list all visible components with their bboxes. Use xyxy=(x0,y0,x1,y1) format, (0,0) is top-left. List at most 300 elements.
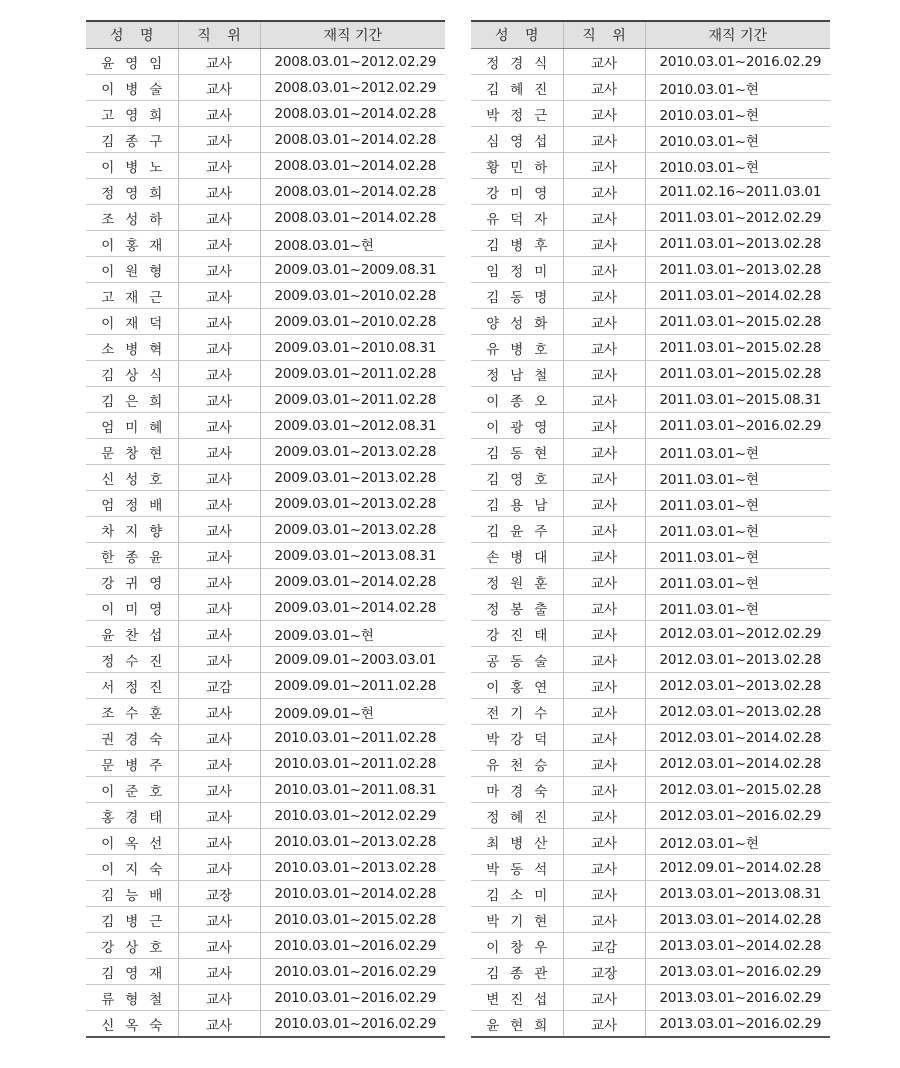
cell-position: 교사 xyxy=(563,985,645,1011)
cell-position: 교사 xyxy=(178,335,260,361)
cell-period: 2008.03.01~2014.02.28 xyxy=(260,205,445,231)
cell-period: 2009.03.01~2011.02.28 xyxy=(260,387,445,413)
table-row xyxy=(86,543,445,569)
cell-position: 교사 xyxy=(178,543,260,569)
cell-name: 엄미혜 xyxy=(86,413,178,439)
cell-name: 이광영 xyxy=(471,413,563,439)
cell-period: 2011.03.01~2013.02.28 xyxy=(645,231,830,257)
cell-period: 2010.03.01~2013.02.28 xyxy=(260,829,445,855)
cell-period: 2008.03.01~2014.02.28 xyxy=(260,179,445,205)
cell-period: 2011.03.01~2016.02.29 xyxy=(645,413,830,439)
cell-position: 교사 xyxy=(178,621,260,647)
cell-position: 교사 xyxy=(178,439,260,465)
cell-name: 손병대 xyxy=(471,543,563,569)
cell-position: 교사 xyxy=(178,907,260,933)
cell-position: 교사 xyxy=(563,179,645,205)
cell-period: 2009.03.01~현 xyxy=(260,621,445,647)
table-row xyxy=(471,179,830,205)
cell-period: 2013.03.01~2016.02.29 xyxy=(645,985,830,1011)
cell-name: 강미영 xyxy=(471,179,563,205)
table-header-row xyxy=(86,21,445,49)
cell-position: 교장 xyxy=(563,959,645,985)
table-row xyxy=(471,959,830,985)
table-row xyxy=(471,101,830,127)
table-row xyxy=(86,569,445,595)
cell-name: 김종구 xyxy=(86,127,178,153)
cell-name: 이재덕 xyxy=(86,309,178,335)
cell-position: 교사 xyxy=(563,673,645,699)
cell-position: 교사 xyxy=(563,751,645,777)
table-row xyxy=(471,361,830,387)
cell-period: 2012.03.01~현 xyxy=(645,829,830,855)
cell-name: 김상식 xyxy=(86,361,178,387)
cell-position: 교사 xyxy=(563,49,645,75)
cell-period: 2013.03.01~2016.02.29 xyxy=(645,959,830,985)
table-row xyxy=(86,179,445,205)
table-row xyxy=(86,699,445,725)
cell-position: 교사 xyxy=(563,777,645,803)
cell-name: 이원형 xyxy=(86,257,178,283)
cell-position: 교사 xyxy=(563,699,645,725)
table-row xyxy=(86,49,445,75)
cell-name: 조수훈 xyxy=(86,699,178,725)
cell-period: 2011.02.16~2011.03.01 xyxy=(645,179,830,205)
cell-name: 박강덕 xyxy=(471,725,563,751)
cell-name: 심영섭 xyxy=(471,127,563,153)
cell-position: 교사 xyxy=(178,127,260,153)
table-row xyxy=(471,777,830,803)
table-row xyxy=(86,517,445,543)
table-row xyxy=(471,699,830,725)
cell-position: 교사 xyxy=(563,595,645,621)
cell-position: 교사 xyxy=(563,829,645,855)
table-row xyxy=(471,829,830,855)
cell-period: 2010.03.01~2014.02.28 xyxy=(260,881,445,907)
cell-period: 2011.03.01~2015.02.28 xyxy=(645,361,830,387)
table-row xyxy=(471,673,830,699)
cell-name: 서정진 xyxy=(86,673,178,699)
cell-period: 2009.03.01~2013.08.31 xyxy=(260,543,445,569)
table-row xyxy=(471,985,830,1011)
cell-name: 신옥숙 xyxy=(86,1011,178,1038)
cell-period: 2011.03.01~현 xyxy=(645,569,830,595)
cell-name: 정원훈 xyxy=(471,569,563,595)
cell-position: 교사 xyxy=(563,855,645,881)
cell-period: 2008.03.01~2012.02.29 xyxy=(260,75,445,101)
header-name: 성 명 xyxy=(471,21,563,49)
cell-name: 정경식 xyxy=(471,49,563,75)
cell-period: 2011.03.01~현 xyxy=(645,439,830,465)
cell-period: 2009.03.01~2010.08.31 xyxy=(260,335,445,361)
cell-position: 교감 xyxy=(178,673,260,699)
cell-name: 김혜진 xyxy=(471,75,563,101)
cell-period: 2009.03.01~2013.02.28 xyxy=(260,517,445,543)
cell-position: 교사 xyxy=(563,439,645,465)
cell-period: 2012.03.01~2013.02.28 xyxy=(645,673,830,699)
cell-position: 교사 xyxy=(178,361,260,387)
table-row xyxy=(86,907,445,933)
table-row xyxy=(86,777,445,803)
cell-position: 교사 xyxy=(178,49,260,75)
table-row xyxy=(471,465,830,491)
table-row xyxy=(471,283,830,309)
table-row xyxy=(471,1011,830,1038)
table-row xyxy=(86,751,445,777)
cell-name: 정봉출 xyxy=(471,595,563,621)
table-row xyxy=(86,933,445,959)
cell-position: 교사 xyxy=(178,75,260,101)
cell-name: 정수진 xyxy=(86,647,178,673)
header-period: 재직 기간 xyxy=(260,21,445,49)
table-row xyxy=(86,621,445,647)
cell-period: 2011.03.01~2012.02.29 xyxy=(645,205,830,231)
cell-position: 교사 xyxy=(563,101,645,127)
table-row xyxy=(471,543,830,569)
cell-period: 2010.03.01~현 xyxy=(645,75,830,101)
cell-period: 2010.03.01~2013.02.28 xyxy=(260,855,445,881)
cell-name: 이준호 xyxy=(86,777,178,803)
cell-position: 교사 xyxy=(178,725,260,751)
cell-position: 교사 xyxy=(178,413,260,439)
cell-name: 김용남 xyxy=(471,491,563,517)
cell-name: 공동술 xyxy=(471,647,563,673)
cell-position: 교사 xyxy=(178,491,260,517)
cell-name: 신성호 xyxy=(86,465,178,491)
cell-period: 2011.03.01~2014.02.28 xyxy=(645,283,830,309)
cell-period: 2013.03.01~2016.02.29 xyxy=(645,1011,830,1038)
cell-position: 교사 xyxy=(563,413,645,439)
table-row xyxy=(471,803,830,829)
header-name: 성 명 xyxy=(86,21,178,49)
table-row xyxy=(86,595,445,621)
table-body-left xyxy=(86,49,445,1038)
cell-period: 2012.03.01~2014.02.28 xyxy=(645,725,830,751)
table-row xyxy=(86,439,445,465)
cell-name: 김영호 xyxy=(471,465,563,491)
cell-period: 2010.03.01~2016.02.29 xyxy=(260,1011,445,1038)
cell-period: 2010.03.01~2011.02.28 xyxy=(260,751,445,777)
table-row xyxy=(471,751,830,777)
cell-name: 마경숙 xyxy=(471,777,563,803)
cell-name: 이창우 xyxy=(471,933,563,959)
cell-position: 교사 xyxy=(178,465,260,491)
cell-position: 교사 xyxy=(178,959,260,985)
cell-position: 교사 xyxy=(563,621,645,647)
table-row xyxy=(86,465,445,491)
cell-period: 2010.03.01~2011.02.28 xyxy=(260,725,445,751)
cell-name: 고재근 xyxy=(86,283,178,309)
cell-position: 교사 xyxy=(178,933,260,959)
cell-position: 교사 xyxy=(178,647,260,673)
cell-name: 류형철 xyxy=(86,985,178,1011)
table-row xyxy=(471,491,830,517)
cell-position: 교사 xyxy=(563,361,645,387)
cell-position: 교사 xyxy=(563,127,645,153)
cell-name: 김능배 xyxy=(86,881,178,907)
table-row xyxy=(471,387,830,413)
cell-position: 교사 xyxy=(563,231,645,257)
cell-period: 2011.03.01~2013.02.28 xyxy=(645,257,830,283)
cell-period: 2011.03.01~현 xyxy=(645,517,830,543)
table-row xyxy=(471,439,830,465)
cell-name: 정영희 xyxy=(86,179,178,205)
cell-period: 2012.03.01~2016.02.29 xyxy=(645,803,830,829)
cell-name: 최병산 xyxy=(471,829,563,855)
table-row xyxy=(86,231,445,257)
cell-period: 2010.03.01~현 xyxy=(645,153,830,179)
table-row xyxy=(471,231,830,257)
cell-name: 김병근 xyxy=(86,907,178,933)
cell-position: 교사 xyxy=(178,777,260,803)
cell-name: 이홍재 xyxy=(86,231,178,257)
table-row xyxy=(471,335,830,361)
cell-period: 2012.03.01~2013.02.28 xyxy=(645,699,830,725)
cell-position: 교사 xyxy=(563,517,645,543)
cell-name: 정남철 xyxy=(471,361,563,387)
cell-name: 강상호 xyxy=(86,933,178,959)
cell-name: 문병주 xyxy=(86,751,178,777)
table-row xyxy=(86,985,445,1011)
table-row xyxy=(471,725,830,751)
cell-name: 엄정배 xyxy=(86,491,178,517)
cell-position: 교사 xyxy=(178,699,260,725)
cell-period: 2011.03.01~현 xyxy=(645,595,830,621)
table-row xyxy=(471,257,830,283)
cell-position: 교사 xyxy=(563,491,645,517)
cell-period: 2012.03.01~2015.02.28 xyxy=(645,777,830,803)
cell-period: 2009.03.01~2010.02.28 xyxy=(260,309,445,335)
cell-period: 2008.03.01~2014.02.28 xyxy=(260,101,445,127)
cell-name: 윤영임 xyxy=(86,49,178,75)
table-row xyxy=(471,569,830,595)
cell-position: 교장 xyxy=(178,881,260,907)
table-row xyxy=(86,335,445,361)
cell-name: 고영희 xyxy=(86,101,178,127)
table-row xyxy=(471,855,830,881)
cell-name: 윤찬섭 xyxy=(86,621,178,647)
cell-period: 2009.03.01~2010.02.28 xyxy=(260,283,445,309)
cell-period: 2009.09.01~현 xyxy=(260,699,445,725)
table-row xyxy=(86,673,445,699)
cell-period: 2009.03.01~2009.08.31 xyxy=(260,257,445,283)
cell-name: 임정미 xyxy=(471,257,563,283)
cell-period: 2011.03.01~현 xyxy=(645,491,830,517)
table-row xyxy=(471,595,830,621)
cell-period: 2009.03.01~2014.02.28 xyxy=(260,569,445,595)
table-row xyxy=(86,881,445,907)
cell-position: 교사 xyxy=(563,153,645,179)
cell-position: 교사 xyxy=(563,881,645,907)
cell-name: 김동명 xyxy=(471,283,563,309)
cell-position: 교사 xyxy=(178,595,260,621)
cell-name: 이병술 xyxy=(86,75,178,101)
cell-period: 2010.03.01~2012.02.29 xyxy=(260,803,445,829)
cell-position: 교사 xyxy=(178,803,260,829)
cell-period: 2009.03.01~2014.02.28 xyxy=(260,595,445,621)
cell-period: 2009.03.01~2012.08.31 xyxy=(260,413,445,439)
table-row xyxy=(471,647,830,673)
table-body-right xyxy=(471,49,830,1038)
cell-position: 교사 xyxy=(178,569,260,595)
cell-period: 2012.09.01~2014.02.28 xyxy=(645,855,830,881)
cell-name: 문창현 xyxy=(86,439,178,465)
cell-position: 교사 xyxy=(563,309,645,335)
cell-name: 양성화 xyxy=(471,309,563,335)
table-row xyxy=(471,881,830,907)
table-row xyxy=(471,127,830,153)
table-header-row xyxy=(471,21,830,49)
table-row xyxy=(471,75,830,101)
cell-name: 김종관 xyxy=(471,959,563,985)
cell-name: 권경숙 xyxy=(86,725,178,751)
cell-name: 유병호 xyxy=(471,335,563,361)
cell-period: 2010.03.01~2016.02.29 xyxy=(260,959,445,985)
cell-position: 교사 xyxy=(563,647,645,673)
table-row xyxy=(86,257,445,283)
cell-period: 2010.03.01~2016.02.29 xyxy=(260,933,445,959)
cell-position: 교사 xyxy=(178,1011,260,1038)
table-row xyxy=(471,907,830,933)
table-row xyxy=(86,387,445,413)
cell-period: 2009.03.01~2013.02.28 xyxy=(260,439,445,465)
cell-position: 교사 xyxy=(178,257,260,283)
cell-period: 2008.03.01~2014.02.28 xyxy=(260,153,445,179)
cell-period: 2011.03.01~2015.08.31 xyxy=(645,387,830,413)
cell-name: 이지숙 xyxy=(86,855,178,881)
cell-period: 2010.03.01~2016.02.29 xyxy=(260,985,445,1011)
cell-name: 유천승 xyxy=(471,751,563,777)
cell-position: 교사 xyxy=(178,153,260,179)
table-row xyxy=(86,283,445,309)
cell-period: 2009.09.01~2011.02.28 xyxy=(260,673,445,699)
cell-period: 2011.03.01~2015.02.28 xyxy=(645,309,830,335)
header-position: 직 위 xyxy=(178,21,260,49)
cell-period: 2008.03.01~2012.02.29 xyxy=(260,49,445,75)
cell-position: 교사 xyxy=(563,75,645,101)
cell-position: 교사 xyxy=(563,569,645,595)
cell-position: 교사 xyxy=(563,803,645,829)
cell-position: 교사 xyxy=(178,309,260,335)
cell-period: 2009.03.01~2013.02.28 xyxy=(260,465,445,491)
table-row xyxy=(86,309,445,335)
table-row xyxy=(86,1011,445,1038)
cell-name: 전기수 xyxy=(471,699,563,725)
cell-name: 김윤주 xyxy=(471,517,563,543)
cell-position: 교사 xyxy=(563,725,645,751)
cell-position: 교사 xyxy=(178,179,260,205)
cell-name: 한종윤 xyxy=(86,543,178,569)
cell-name: 박기현 xyxy=(471,907,563,933)
cell-period: 2009.03.01~2011.02.28 xyxy=(260,361,445,387)
cell-name: 정혜진 xyxy=(471,803,563,829)
cell-position: 교사 xyxy=(563,465,645,491)
cell-name: 윤현희 xyxy=(471,1011,563,1038)
table-row xyxy=(86,413,445,439)
cell-period: 2012.03.01~2014.02.28 xyxy=(645,751,830,777)
table-row xyxy=(86,855,445,881)
table-row xyxy=(471,517,830,543)
cell-name: 이미영 xyxy=(86,595,178,621)
table-row xyxy=(471,309,830,335)
cell-position: 교사 xyxy=(563,387,645,413)
cell-position: 교감 xyxy=(563,933,645,959)
staff-table-left xyxy=(86,20,445,1038)
cell-period: 2011.03.01~현 xyxy=(645,543,830,569)
cell-name: 이홍연 xyxy=(471,673,563,699)
table-row xyxy=(86,959,445,985)
table-row xyxy=(86,101,445,127)
table-row xyxy=(471,413,830,439)
table-row xyxy=(86,75,445,101)
cell-position: 교사 xyxy=(178,283,260,309)
cell-name: 이옥선 xyxy=(86,829,178,855)
cell-name: 소병혁 xyxy=(86,335,178,361)
cell-period: 2009.03.01~2013.02.28 xyxy=(260,491,445,517)
table-row xyxy=(86,803,445,829)
cell-period: 2008.03.01~현 xyxy=(260,231,445,257)
header-period: 재직 기간 xyxy=(645,21,830,49)
cell-name: 박동석 xyxy=(471,855,563,881)
cell-position: 교사 xyxy=(178,985,260,1011)
cell-period: 2013.03.01~2014.02.28 xyxy=(645,907,830,933)
cell-name: 이종오 xyxy=(471,387,563,413)
cell-name: 이병노 xyxy=(86,153,178,179)
cell-name: 김병후 xyxy=(471,231,563,257)
cell-period: 2012.03.01~2012.02.29 xyxy=(645,621,830,647)
table-row xyxy=(86,205,445,231)
table-row xyxy=(86,725,445,751)
cell-period: 2013.03.01~2014.02.28 xyxy=(645,933,830,959)
cell-name: 김은희 xyxy=(86,387,178,413)
cell-name: 유덕자 xyxy=(471,205,563,231)
cell-position: 교사 xyxy=(178,387,260,413)
staff-table-right xyxy=(471,20,830,1038)
table-row xyxy=(86,153,445,179)
cell-period: 2010.03.01~현 xyxy=(645,101,830,127)
cell-period: 2010.03.01~2015.02.28 xyxy=(260,907,445,933)
table-row xyxy=(471,49,830,75)
cell-name: 김소미 xyxy=(471,881,563,907)
cell-period: 2010.03.01~현 xyxy=(645,127,830,153)
cell-period: 2009.09.01~2003.03.01 xyxy=(260,647,445,673)
cell-name: 김동현 xyxy=(471,439,563,465)
cell-period: 2008.03.01~2014.02.28 xyxy=(260,127,445,153)
table-row xyxy=(86,361,445,387)
cell-position: 교사 xyxy=(178,205,260,231)
cell-name: 황민하 xyxy=(471,153,563,179)
cell-period: 2012.03.01~2013.02.28 xyxy=(645,647,830,673)
table-row xyxy=(471,153,830,179)
cell-position: 교사 xyxy=(563,257,645,283)
table-row xyxy=(471,933,830,959)
cell-position: 교사 xyxy=(178,517,260,543)
cell-name: 조성하 xyxy=(86,205,178,231)
cell-name: 강진태 xyxy=(471,621,563,647)
cell-position: 교사 xyxy=(563,543,645,569)
table-row xyxy=(86,127,445,153)
cell-name: 강귀영 xyxy=(86,569,178,595)
cell-name: 변진섭 xyxy=(471,985,563,1011)
table-row xyxy=(471,205,830,231)
table-row xyxy=(471,621,830,647)
table-row xyxy=(86,647,445,673)
cell-position: 교사 xyxy=(563,335,645,361)
table-row xyxy=(86,829,445,855)
table-row xyxy=(86,491,445,517)
cell-period: 2010.03.01~2011.08.31 xyxy=(260,777,445,803)
cell-name: 김영재 xyxy=(86,959,178,985)
cell-name: 박정근 xyxy=(471,101,563,127)
